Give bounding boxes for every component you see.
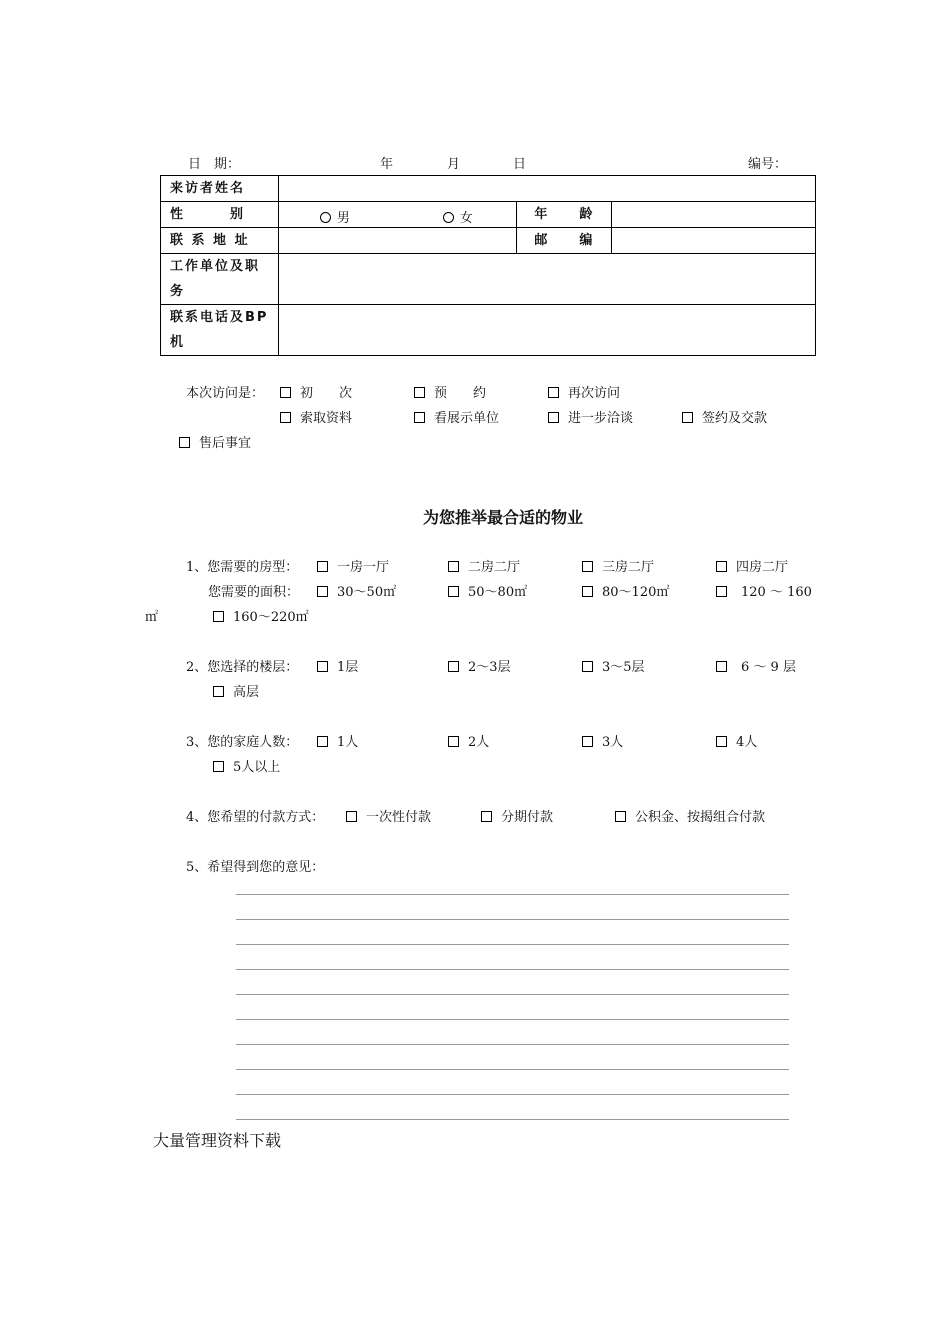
checkbox-icon bbox=[317, 661, 328, 672]
visit-option-negotiate[interactable]: 进一步洽谈 bbox=[548, 407, 633, 426]
checkbox-icon bbox=[213, 611, 224, 622]
payment-option-3[interactable]: 公积金、按揭组合付款 bbox=[615, 806, 765, 825]
checkbox-icon bbox=[179, 437, 190, 448]
payment-option-2[interactable]: 分期付款 bbox=[481, 806, 553, 825]
visit-option-revisit[interactable]: 再次访问 bbox=[548, 382, 620, 401]
q1-label: 1、您需要的房型： bbox=[186, 560, 299, 575]
gender-female-option[interactable]: 女 bbox=[443, 207, 473, 226]
area-option-4[interactable]: 120 ～ 160 bbox=[716, 581, 812, 600]
area-unit-wrap: ㎡ bbox=[145, 610, 159, 625]
phone-field[interactable] bbox=[278, 305, 815, 356]
checkbox-icon bbox=[582, 661, 593, 672]
family-option-2[interactable]: 2人 bbox=[448, 731, 489, 750]
radio-icon bbox=[443, 212, 454, 223]
opinion-line bbox=[236, 1044, 789, 1045]
radio-icon bbox=[320, 212, 331, 223]
visit-option-sign[interactable]: 签约及交款 bbox=[682, 407, 767, 426]
checkbox-icon bbox=[317, 561, 328, 572]
work-label: 工作单位及职 务 bbox=[161, 254, 279, 305]
month-label: 月 bbox=[447, 157, 461, 172]
opinion-line bbox=[236, 1019, 789, 1020]
checkbox-icon bbox=[213, 761, 224, 772]
checkbox-icon bbox=[716, 561, 727, 572]
visitor-name-field[interactable] bbox=[278, 176, 815, 202]
age-label: 年 龄 bbox=[517, 202, 612, 228]
q2-label: 2、您选择的楼层： bbox=[186, 660, 299, 675]
age-field[interactable] bbox=[612, 202, 816, 228]
room-option-1[interactable]: 一房一厅 bbox=[317, 556, 389, 575]
q3-label: 3、您的家庭人数： bbox=[186, 735, 299, 750]
family-option-4[interactable]: 4人 bbox=[716, 731, 757, 750]
work-field[interactable] bbox=[278, 254, 815, 305]
visit-option-appointment[interactable]: 预 约 bbox=[414, 382, 486, 401]
checkbox-icon bbox=[716, 586, 727, 597]
visit-type-label: 本次访问是： bbox=[186, 386, 265, 401]
opinion-line bbox=[236, 1119, 789, 1120]
q4-label: 4、您希望的付款方式： bbox=[186, 810, 325, 825]
gender-options bbox=[278, 202, 517, 228]
checkbox-icon bbox=[414, 387, 425, 398]
checkbox-icon bbox=[448, 586, 459, 597]
opinion-line bbox=[236, 919, 789, 920]
visit-option-first[interactable]: 初 次 bbox=[280, 382, 352, 401]
floor-option-4[interactable]: 6 ～ 9 层 bbox=[716, 656, 796, 675]
checkbox-icon bbox=[414, 412, 425, 423]
q5-label: 5、希望得到您的意见： bbox=[186, 860, 325, 875]
checkbox-icon bbox=[582, 561, 593, 572]
checkbox-icon bbox=[280, 387, 291, 398]
family-option-1[interactable]: 1人 bbox=[317, 731, 358, 750]
postcode-field[interactable] bbox=[612, 228, 816, 254]
room-option-2[interactable]: 二房二厅 bbox=[448, 556, 520, 575]
checkbox-icon bbox=[548, 412, 559, 423]
opinion-line bbox=[236, 944, 789, 945]
year-label: 年 bbox=[380, 157, 394, 172]
gender-label: 性 别 bbox=[161, 202, 279, 228]
room-option-4[interactable]: 四房二厅 bbox=[716, 556, 788, 575]
address-label: 联 系 地 址 bbox=[161, 228, 279, 254]
checkbox-icon bbox=[346, 811, 357, 822]
area-option-2[interactable]: 50～80㎡ bbox=[448, 581, 527, 600]
area-option-1[interactable]: 30～50㎡ bbox=[317, 581, 396, 600]
opinion-line bbox=[236, 994, 789, 995]
date-label: 日 期： bbox=[188, 157, 241, 172]
floor-option-3[interactable]: 3～5层 bbox=[582, 656, 645, 675]
checkbox-icon bbox=[481, 811, 492, 822]
checkbox-icon bbox=[213, 686, 224, 697]
room-option-3[interactable]: 三房二厅 bbox=[582, 556, 654, 575]
checkbox-icon bbox=[615, 811, 626, 822]
floor-option-2[interactable]: 2～3层 bbox=[448, 656, 511, 675]
area-option-3[interactable]: 80～120㎡ bbox=[582, 581, 669, 600]
area-label: 您需要的面积： bbox=[208, 585, 300, 600]
visit-option-showroom[interactable]: 看展示单位 bbox=[414, 407, 499, 426]
number-label: 编号： bbox=[748, 157, 788, 172]
checkbox-icon bbox=[448, 561, 459, 572]
opinion-line bbox=[236, 894, 789, 895]
checkbox-icon bbox=[280, 412, 291, 423]
checkbox-icon bbox=[448, 661, 459, 672]
checkbox-icon bbox=[716, 661, 727, 672]
checkbox-icon bbox=[317, 736, 328, 747]
opinion-line bbox=[236, 1094, 789, 1095]
floor-option-5[interactable]: 高层 bbox=[213, 681, 259, 700]
section-title: 为您推举最合适的物业 bbox=[422, 508, 583, 527]
checkbox-icon bbox=[582, 586, 593, 597]
visit-option-materials[interactable]: 索取资料 bbox=[280, 407, 352, 426]
checkbox-icon bbox=[716, 736, 727, 747]
checkbox-icon bbox=[448, 736, 459, 747]
area-option-5[interactable]: 160～220㎡ bbox=[213, 606, 309, 625]
checkbox-icon bbox=[582, 736, 593, 747]
footer-text: 大量管理资料下载 bbox=[153, 1131, 282, 1150]
checkbox-icon bbox=[548, 387, 559, 398]
payment-option-1[interactable]: 一次性付款 bbox=[346, 806, 431, 825]
gender-male-option[interactable]: 男 bbox=[320, 207, 350, 226]
day-label: 日 bbox=[513, 157, 527, 172]
postcode-label: 邮 编 bbox=[517, 228, 612, 254]
family-option-3[interactable]: 3人 bbox=[582, 731, 623, 750]
phone-label: 联系电话及BP 机 bbox=[161, 305, 279, 356]
address-field[interactable] bbox=[278, 228, 517, 254]
visit-option-aftersales[interactable]: 售后事宜 bbox=[179, 432, 251, 451]
visitor-name-label: 来访者姓名 bbox=[161, 176, 279, 202]
visitor-info-table bbox=[160, 175, 816, 356]
floor-option-1[interactable]: 1层 bbox=[317, 656, 358, 675]
family-option-5[interactable]: 5人以上 bbox=[213, 756, 280, 775]
checkbox-icon bbox=[682, 412, 693, 423]
opinion-line bbox=[236, 969, 789, 970]
opinion-line bbox=[236, 1069, 789, 1070]
checkbox-icon bbox=[317, 586, 328, 597]
